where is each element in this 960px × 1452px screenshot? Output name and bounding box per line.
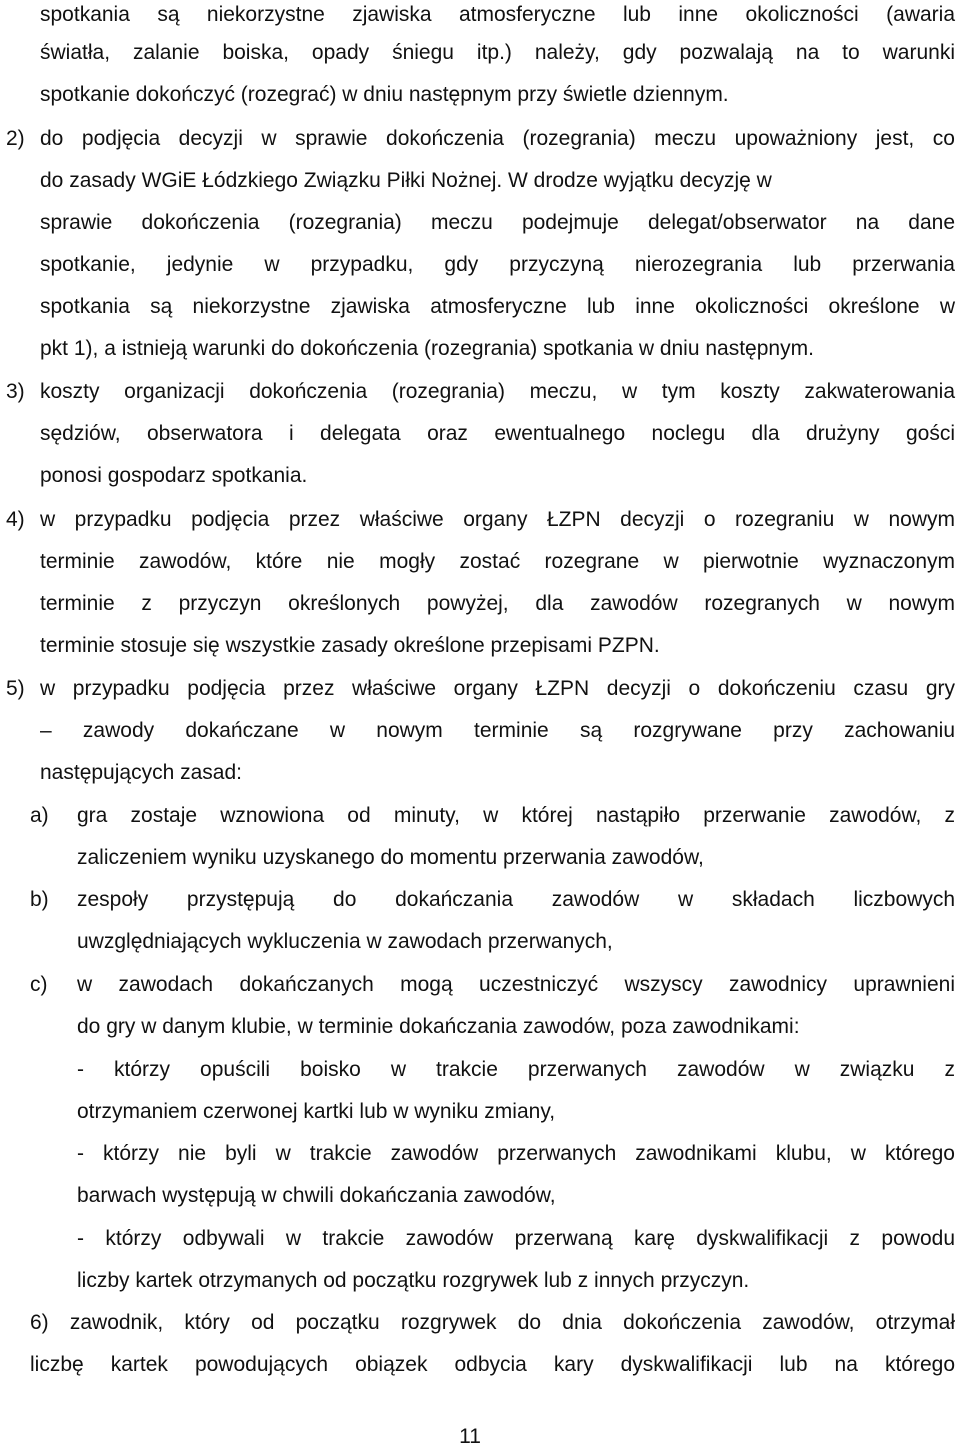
list-item-line: liczbę kartek powodujących obiązek odbycia kary dyskwalifikacji lub na którego [30,1353,955,1376]
dash-item-line: barwach występują w chwili dokańczania zawodów, [77,1184,556,1207]
list-item-line: koszty organizacji dokończenia (rozegrania) meczu, w tym koszty zakwaterowania [40,380,955,403]
list-item-line: ponosi gospodarz spotkania. [40,464,308,487]
paragraph-line: spotkania są niekorzystne zjawiska atmosferyczne lub inne okoliczności (awaria [40,3,955,26]
list-item-line: spotkania są niekorzystne zjawiska atmosferyczne lub inne okoliczności określone w [40,295,955,318]
paragraph-line: spotkanie dokończyć (rozegrać) w dniu następnym przy świetle dziennym. [40,83,729,106]
list-item-line: w przypadku podjęcia przez właściwe organy ŁZPN decyzji o dokończeniu czasu gry [40,677,955,700]
list-item-line: do zasady WGiE Łódzkiego Związku Piłki Nożnej. W drodze wyjątku decyzję w [40,169,772,192]
sublist-item-line: w zawodach dokańczanych mogą uczestniczyć wszyscy zawodnicy uprawnieni [77,973,955,996]
list-item-line: 6) zawodnik, który od początku rozgrywek do dnia dokończenia zawodów, otrzymał [30,1311,955,1334]
list-item-line: w przypadku podjęcia przez właściwe organy ŁZPN decyzji o rozegraniu w nowym [40,508,955,531]
list-marker: 4) [6,508,25,531]
list-item-line: terminie zawodów, które nie mogły zostać rozegrane w pierwotnie wyznaczonym [40,550,955,573]
sublist-marker: a) [30,804,49,827]
list-item-line: spotkanie, jedynie w przypadku, gdy przyczyną nierozegrania lub przerwania [40,253,955,276]
list-item-line: sprawie dokończenia (rozegrania) meczu podejmuje delegat/obserwator na dane [40,211,955,234]
list-item-line: pkt 1), a istnieją warunki do dokończenia (rozegrania) spotkania w dniu następnym. [40,337,814,360]
sublist-item-line: uwzględniających wykluczenia w zawodach przerwanych, [77,930,613,953]
sublist-item-line: zaliczeniem wyniku uzyskanego do momentu przerwania zawodów, [77,846,704,869]
list-marker: 5) [6,677,25,700]
list-marker: 3) [6,380,25,403]
sublist-item-line: zespoły przystępują do dokańczania zawodów w składach liczbowych [77,888,955,911]
page-number: 11 [459,1425,481,1448]
sublist-marker: c) [30,973,48,996]
dash-item-line: - którzy opuścili boisko w trakcie przerwanych zawodów w związku z [77,1058,955,1081]
sublist-item-line: gra zostaje wznowiona od minuty, w której nastąpiło przerwanie zawodów, z [77,804,955,827]
list-item-line: do podjęcia decyzji w sprawie dokończenia (rozegrania) meczu upoważniony jest, co [40,127,955,150]
list-item-line: sędziów, obserwatora i delegata oraz ewentualnego noclegu dla drużyny gości [40,422,955,445]
sublist-marker: b) [30,888,49,911]
dash-item-line: - którzy nie byli w trakcie zawodów przerwanych zawodnikami klubu, w którego [77,1142,955,1165]
list-item-line: terminie stosuje się wszystkie zasady określone przepisami PZPN. [40,634,660,657]
sublist-item-line: do gry w danym klubie, w terminie dokańczania zawodów, poza zawodnikami: [77,1015,800,1038]
dash-item-line: - którzy odbywali w trakcie zawodów przerwaną karę dyskwalifikacji z powodu [77,1227,955,1250]
list-item-line: następujących zasad: [40,761,242,784]
paragraph-line: światła, zalanie boiska, opady śniegu itp.) należy, gdy pozwalają na to warunki [40,41,955,64]
list-marker: 2) [6,127,25,150]
list-item-line: terminie z przyczyn określonych powyżej, dla zawodów rozegranych w nowym [40,592,955,615]
dash-item-line: otrzymaniem czerwonej kartki lub w wyniku zmiany, [77,1100,556,1123]
dash-item-line: liczby kartek otrzymanych od początku rozgrywek lub z innych przyczyn. [77,1269,750,1292]
list-item-line: – zawody dokańczane w nowym terminie są rozgrywane przy zachowaniu [40,719,955,742]
